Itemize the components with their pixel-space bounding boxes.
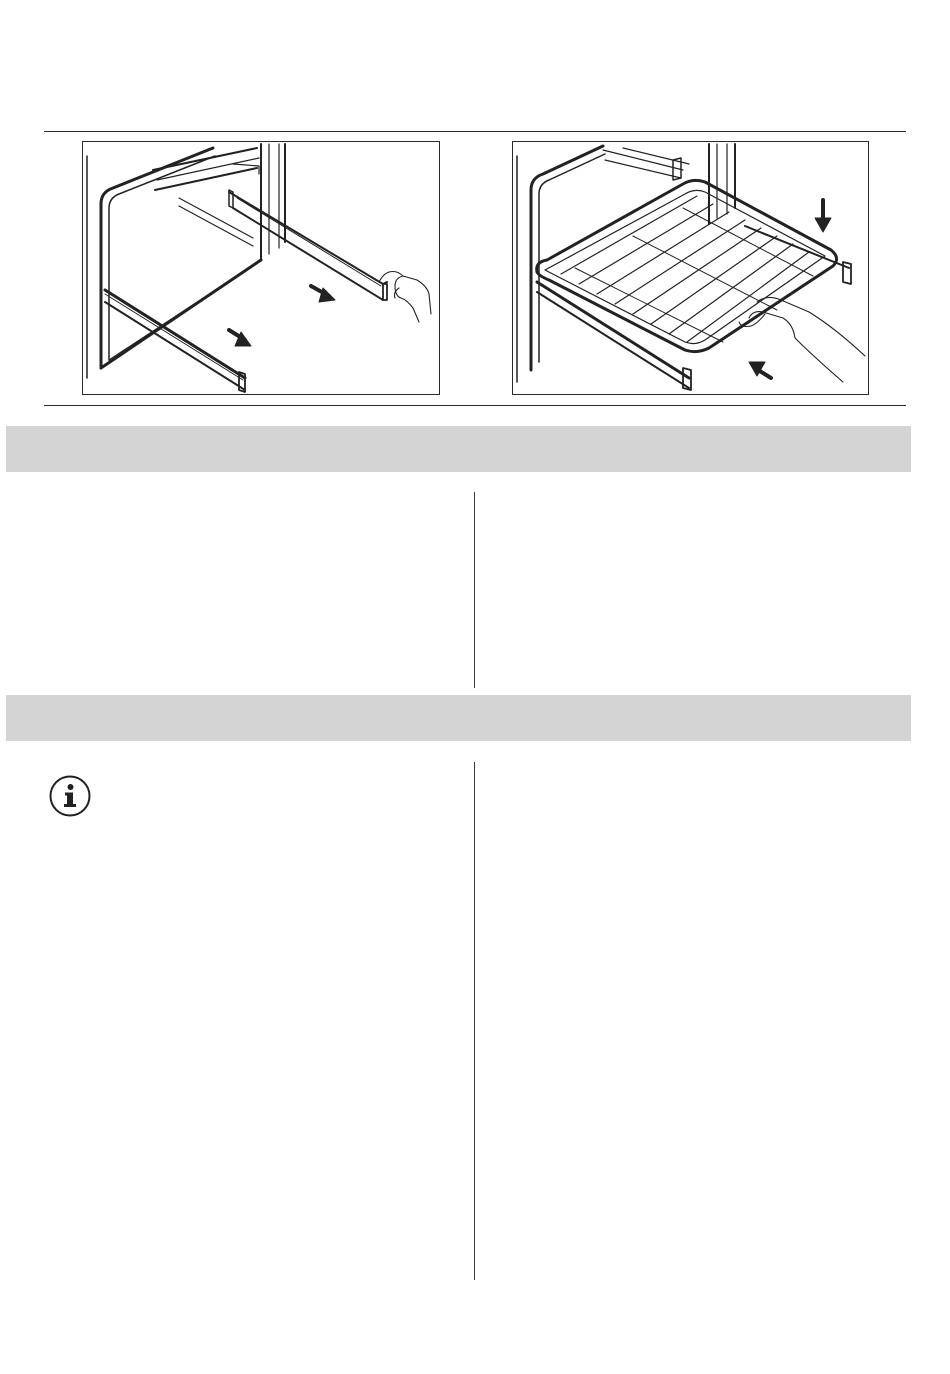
- figure-insert-wire-shelf: [512, 141, 869, 395]
- bottom-rule: [44, 405, 906, 406]
- column-divider-1: [474, 492, 475, 688]
- column-divider-2: [474, 762, 475, 1280]
- section-band-1: [6, 426, 911, 472]
- figure-remove-shelf-supports: [82, 141, 440, 395]
- section-band-2: [6, 695, 911, 741]
- info-icon: [48, 774, 92, 818]
- top-rule: [44, 131, 906, 132]
